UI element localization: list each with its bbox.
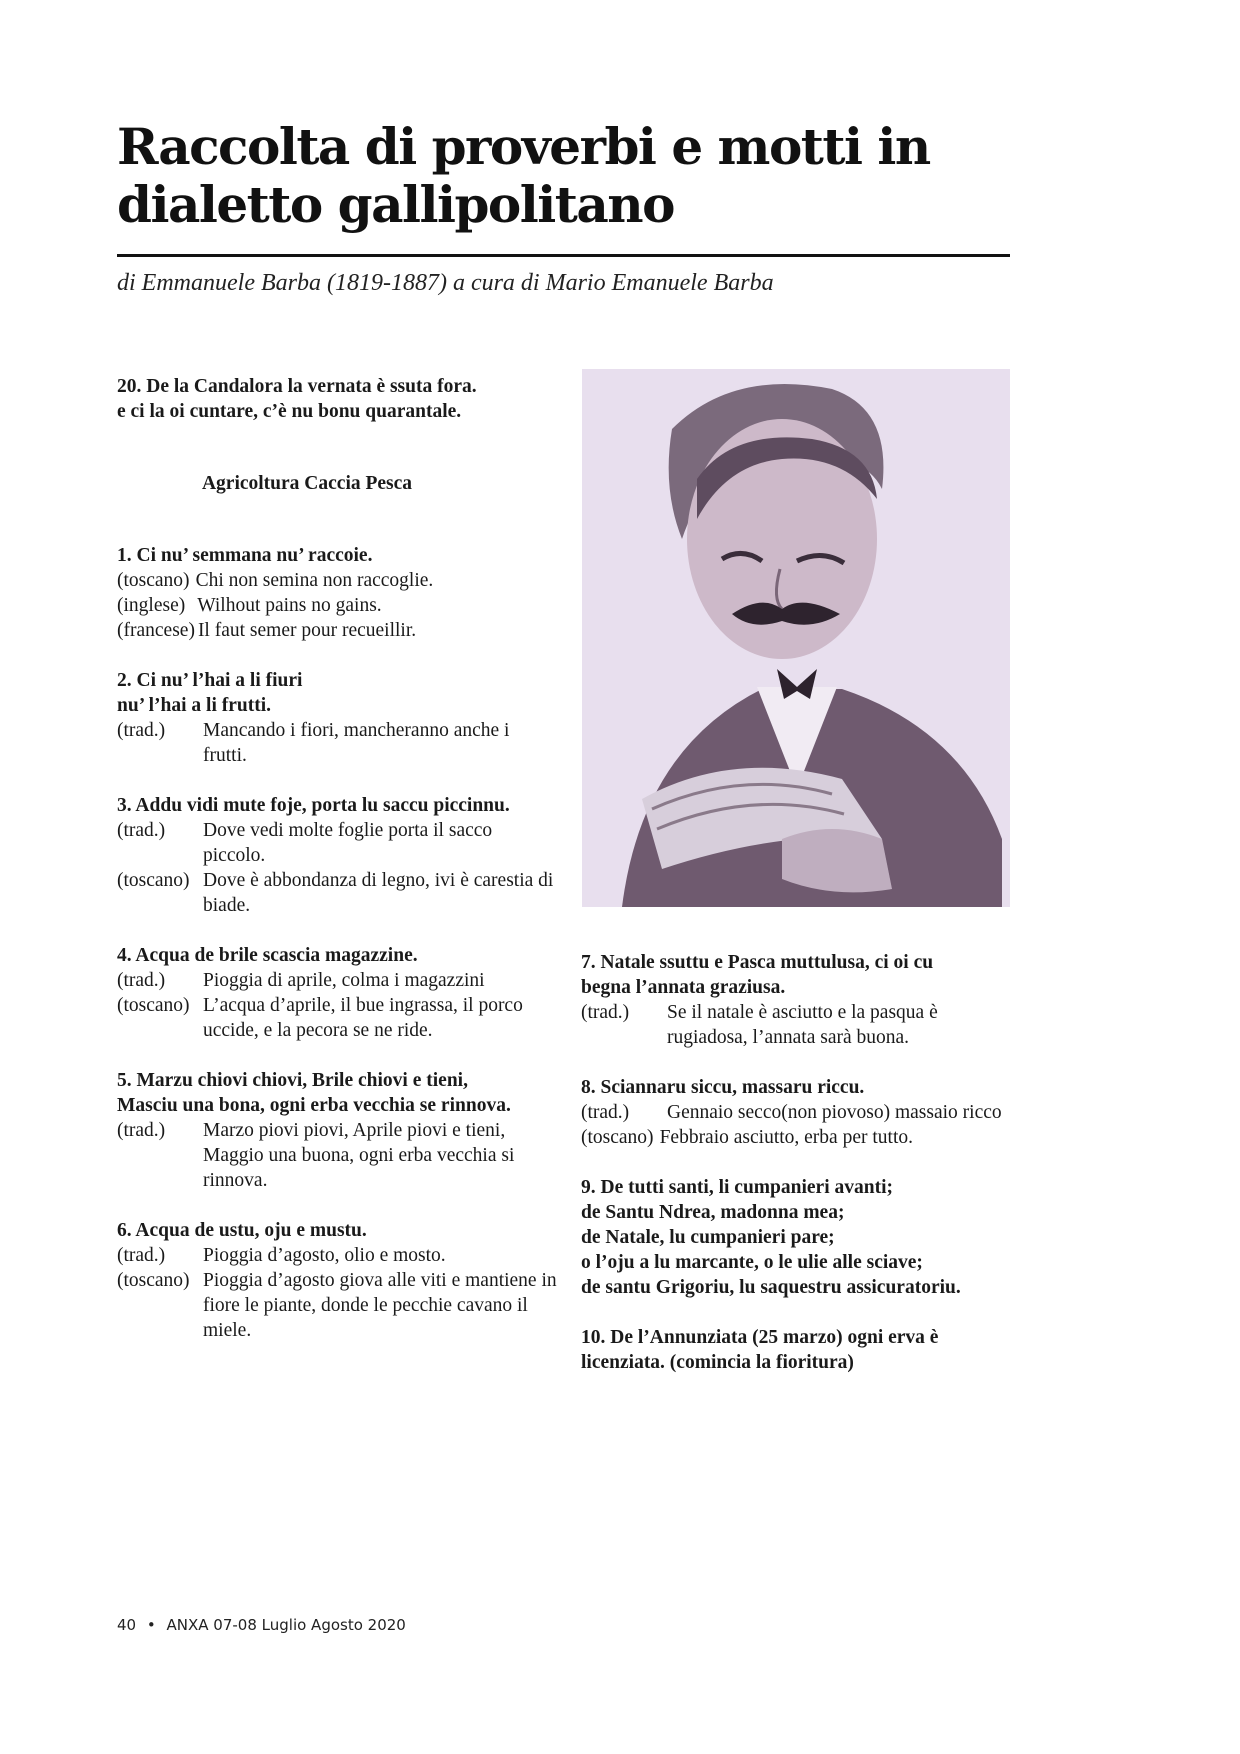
proverb-9-line-4: o l’oju a lu marcante, o le ulie alle sciave; (581, 1252, 923, 1273)
proverb-translation: Mancando i fiori, mancheranno anche i frutti. (203, 720, 510, 766)
proverb-translation: Febbraio asciutto, erba per tutto. (659, 1127, 913, 1148)
proverb-6-toscano (117, 1268, 557, 1343)
right-column (581, 950, 1021, 1375)
proverb-4-toscano (117, 993, 557, 1043)
article-title: Raccolta di proverbi e motti in dialetto gallipolitano (117, 117, 930, 234)
proverb-4-trad (117, 968, 557, 993)
left-column (117, 374, 557, 1343)
proverb-label: (toscano) (581, 1127, 654, 1148)
proverb-label: (trad.) (117, 720, 166, 741)
proverb-8-title: 8. Sciannaru siccu, massaru riccu. (581, 1077, 865, 1098)
proverb-9-line-1: 9. De tutti santi, li cumpanieri avanti; (581, 1177, 893, 1198)
proverb-label: (toscano) (117, 1270, 190, 1291)
proverb-10-line-2: licenziata. (comincia la fioritura) (581, 1352, 854, 1373)
proverb-label: (trad.) (581, 1002, 630, 1023)
publication-info: ANXA 07-08 Luglio Agosto 2020 (166, 1616, 406, 1634)
proverb-2-trad (117, 718, 557, 768)
proverb-7-title-1: 7. Natale ssuttu e Pasca muttulusa, ci oi cu (581, 952, 934, 973)
proverb-translation: Dove è abbondanza di legno, ivi è carestia di biade. (203, 870, 554, 916)
article-byline: di Emmanuele Barba (1819-1887) a cura di Mario Emanuele Barba (117, 270, 774, 296)
proverb-label: (toscano) (117, 570, 190, 591)
page-number: 40 (117, 1616, 137, 1634)
proverb-2-title-2: nu’ l’hai a li frutti. (117, 695, 272, 716)
proverb-8-trad (581, 1100, 1021, 1125)
section-heading: Agricoltura Caccia Pesca (201, 473, 413, 494)
proverb-8-toscano (581, 1125, 1021, 1150)
proverb-9-line-5: de santu Grigoriu, lu saquestru assicuratoriu. (581, 1277, 961, 1298)
proverb-9-line-2: de Santu Ndrea, madonna mea; (581, 1202, 845, 1223)
proverb-5-title-1: 5. Marzu chiovi chiovi, Brile chiovi e tieni, (117, 1070, 468, 1091)
proverb-label: (trad.) (581, 1102, 630, 1123)
proverb-label: (trad.) (117, 820, 166, 841)
proverb-3-trad (117, 818, 557, 868)
proverb-3-toscano (117, 868, 557, 918)
proverb-5-title-2: Masciu una bona, ogni erba vecchia se rinnova. (117, 1095, 511, 1116)
proverb-1-francese (117, 618, 557, 643)
proverb-translation: Il faut semer pour recueillir. (197, 620, 417, 641)
proverb-translation: L’acqua d’aprile, il bue ingrassa, il porco uccide, e la pecora se ne ride. (203, 995, 523, 1041)
proverb-label: (trad.) (117, 970, 166, 991)
proverb-7-title-2: begna l’annata graziusa. (581, 977, 786, 998)
proverb-translation: Pioggia d’agosto giova alle viti e mantiene in fiore le piante, donde le pecchie cavano il miele. (203, 1270, 557, 1341)
proverb-translation: Gennaio secco(non piovoso) massaio ricco (667, 1102, 1002, 1123)
proverb-3-title: 3. Addu vidi mute foje, porta lu saccu piccinnu. (117, 795, 510, 816)
proverb-1-title: 1. Ci nu’ semmana nu’ raccoie. (117, 545, 373, 566)
proverb-translation: Se il natale è asciutto e la pasqua è rugiadosa, l’annata sarà buona. (667, 1002, 938, 1048)
proverb-7-trad (581, 1000, 1021, 1050)
proverb-5-trad (117, 1118, 557, 1193)
proverb-translation: Wilhout pains no gains. (197, 595, 382, 616)
proverb-translation: Pioggia d’agosto, olio e mosto. (203, 1245, 446, 1266)
proverb-label: (toscano) (117, 995, 190, 1016)
proverb-1-inglese (117, 593, 557, 618)
page-footer (117, 1616, 406, 1634)
proverb-9-line-3: de Natale, lu cumpanieri pare; (581, 1227, 835, 1248)
proverb-20-line-1: 20. De la Candalora la vernata è ssuta fora. (117, 376, 477, 397)
proverb-translation: Chi non semina non raccoglie. (195, 570, 434, 591)
proverb-1-toscano (117, 568, 557, 593)
footer-bullet: • (146, 1616, 156, 1634)
proverb-translation: Pioggia di aprile, colma i magazzini (203, 970, 485, 991)
proverb-6-trad (117, 1243, 557, 1268)
proverb-2-title-1: 2. Ci nu’ l’hai a li fiuri (117, 670, 303, 691)
proverb-20-line-2: e ci la oi cuntare, c’è nu bonu quarantale. (117, 401, 462, 422)
proverb-label: (trad.) (117, 1120, 166, 1141)
proverb-10-line-1: 10. De l’Annunziata (25 marzo) ogni erva è (581, 1327, 939, 1348)
proverb-label: (trad.) (117, 1245, 166, 1266)
proverb-6-title: 6. Acqua de ustu, oju e mustu. (117, 1220, 367, 1241)
author-portrait-image (582, 369, 1010, 907)
proverb-4-title: 4. Acqua de brile scascia magazzine. (117, 945, 418, 966)
proverb-label: (francese) (117, 620, 195, 641)
proverb-translation: Marzo piovi piovi, Aprile piovi e tieni, Maggio una buona, ogni erba vecchia si rinnova. (203, 1120, 515, 1191)
title-rule (117, 254, 1010, 257)
proverb-label: (inglese) (117, 595, 186, 616)
proverb-label: (toscano) (117, 870, 190, 891)
proverb-translation: Dove vedi molte foglie porta il sacco piccolo. (203, 820, 493, 866)
